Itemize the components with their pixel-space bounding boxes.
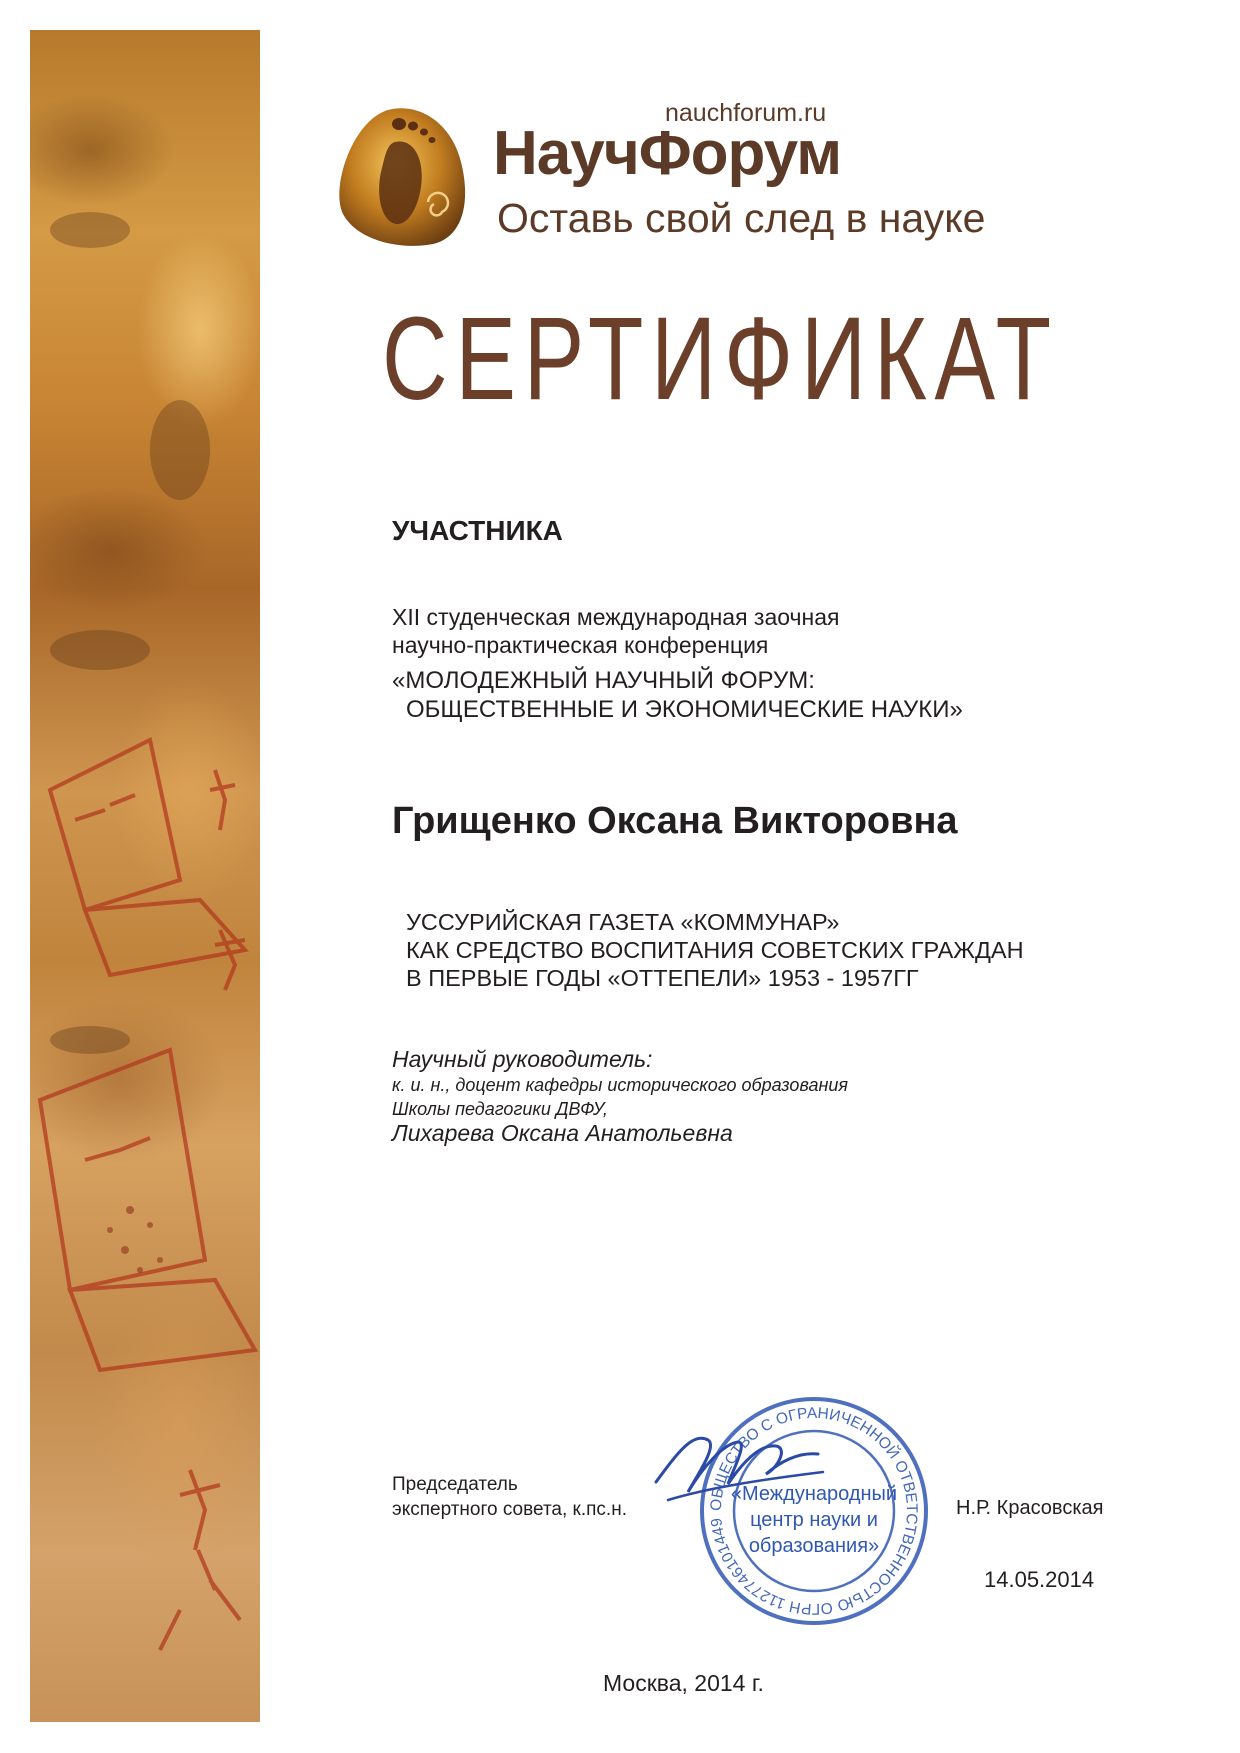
advisor-name: Лихарева Оксана Анатольевна — [392, 1120, 733, 1146]
conference-description — [392, 603, 839, 659]
certificate-role: УЧАСТНИКА — [392, 515, 563, 546]
recipient-name: Грищенко Оксана Викторовна — [392, 800, 958, 842]
conference-name — [392, 666, 963, 724]
footprint-logo-icon — [333, 102, 473, 250]
stamp-center-line: образования» — [748, 1535, 880, 1557]
conference-line: научно-практическая конференция — [392, 632, 769, 658]
signature — [648, 1422, 828, 1514]
conference-name-line: «МОЛОДЕЖНЫЙ НАУЧНЫЙ ФОРУМ: — [392, 667, 815, 694]
advisor-meta-line: Школы педагогики ДВФУ, — [392, 1099, 608, 1119]
cave-art-strip — [30, 30, 260, 1722]
chair-title — [392, 1472, 627, 1522]
conference-line: XII студенческая международная заочная — [392, 604, 840, 630]
chair-line: Председатель — [392, 1474, 518, 1495]
chair-line: экспертного совета, к.пс.н. — [392, 1499, 627, 1520]
stamp-center-line: «Международный — [730, 1483, 898, 1505]
advisor-meta-line: к. и. н., доцент кафедры исторического образования — [392, 1075, 848, 1095]
stamp-center-line: центр науки и — [750, 1509, 878, 1531]
paper-topic — [406, 908, 1024, 992]
conference-name-line: ОБЩЕСТВЕННЫЕ И ЭКОНОМИЧЕСКИЕ НАУКИ» — [406, 696, 963, 723]
site-url: nauchforum.ru — [665, 99, 827, 127]
advisor-credentials — [392, 1073, 848, 1121]
brand-slogan: Оставь свой след в науке — [497, 195, 986, 241]
topic-line: УССУРИЙСКАЯ ГАЗЕТА «КОММУНАР» — [406, 909, 840, 935]
chair-name: Н.Р. Красовская — [956, 1497, 1104, 1519]
topic-line: КАК СРЕДСТВО ВОСПИТАНИЯ СОВЕТСКИХ ГРАЖДАН — [406, 937, 1024, 963]
city-year: Москва, 2014 г. — [603, 1670, 764, 1696]
certificate-title: СЕРТИФИКАТ — [382, 293, 1059, 425]
topic-line: В ПЕРВЫЕ ГОДЫ «ОТТЕПЕЛИ» 1953 - 1957ГГ — [406, 965, 919, 991]
advisor-heading: Научный руководитель: — [392, 1046, 653, 1072]
issue-date: 14.05.2014 — [984, 1567, 1095, 1592]
stamp-ring-text: ОБЩЕСТВО С ОГРАНИЧЕННОЙ ОТВЕТСТВЕННОСТЬЮ ОГРН 1127746101449 — [707, 1404, 921, 1618]
brand-name: НаучФорум — [493, 119, 842, 188]
